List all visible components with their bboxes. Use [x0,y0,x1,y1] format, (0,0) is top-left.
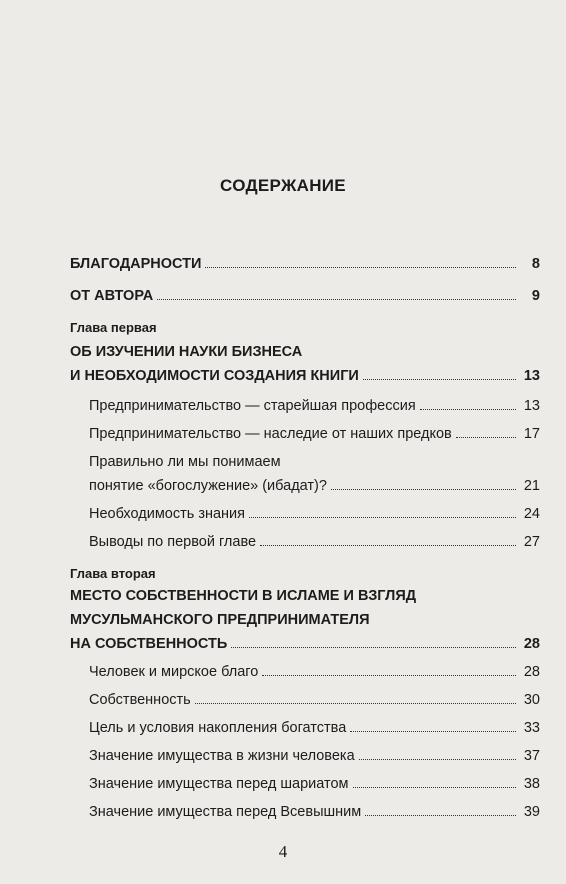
toc-page-number: 13 [523,368,540,384]
dot-leader [205,267,516,268]
toc-entry-ch2-s1 [89,664,540,680]
toc-entry-label: Цель и условия накопления богатства [89,720,347,736]
chapter-two-title-line1: МЕСТО СОБСТВЕННОСТИ В ИСЛАМЕ И ВЗГЛЯД [70,588,417,604]
toc-entry-ch1-s5 [89,534,540,550]
toc-entry-label: Значение имущества перед шариатом [89,776,349,792]
dot-leader [157,299,516,300]
dot-leader [350,731,516,732]
dot-leader [365,815,516,816]
toc-page-number: 21 [523,478,540,494]
toc-entry-ch1-s3 [89,478,540,494]
toc-page-number: 17 [523,426,540,442]
dot-leader [353,787,517,788]
toc-entry-ch1-s4 [89,506,540,522]
dot-leader [262,675,516,676]
toc-entry-ch2-s3 [89,720,540,736]
dot-leader [331,489,516,490]
toc-page-number: 9 [531,288,540,304]
toc-entry-label: Необходимость знания [89,506,246,522]
toc-page-number: 28 [523,636,540,652]
toc-entry-label: Предпринимательство — наследие от наших предков [89,426,452,442]
dot-leader [456,437,516,438]
dot-leader [420,409,516,410]
dot-leader [260,545,516,546]
toc-entry-label: БЛАГОДАРНОСТИ [70,256,202,272]
toc-entry-chapter-one [70,368,540,384]
toc-entry-ch2-s4 [89,748,540,764]
toc-entry-from-author [70,288,540,304]
toc-page-number: 38 [523,776,540,792]
toc-page-number: 37 [523,748,540,764]
toc-entry-label: Значение имущества перед Всевышним [89,804,362,820]
toc-page-number: 28 [523,664,540,680]
toc-entry-label: НА СОБСТВЕННОСТЬ [70,636,228,652]
toc-entry-ch1-s2 [89,426,540,442]
toc-entry-label: Человек и мирское благо [89,664,259,680]
dot-leader [195,703,516,704]
chapter-one-heading: Глава первая [70,320,157,335]
toc-entry-label: Значение имущества в жизни человека [89,748,355,764]
page-title: СОДЕРЖАНИЕ [220,176,346,195]
toc-entry-label: Предпринимательство — старейшая профессия [89,398,416,414]
toc-entry-ch2-s2 [89,692,540,708]
dot-leader [359,759,516,760]
toc-entry-label: понятие «богослужение» (ибадат)? [89,478,327,494]
toc-page-number: 8 [531,256,540,272]
toc-entry-ch2-s6 [89,804,540,820]
toc-entry-label: Выводы по первой главе [89,534,257,550]
toc-entry-ch1-s3-line1: Правильно ли мы понимаем [89,454,281,470]
page-number: 4 [278,842,288,861]
toc-entry-ch1-s1 [89,398,540,414]
toc-page-number: 27 [523,534,540,550]
toc-page-number: 13 [523,398,540,414]
dot-leader [249,517,516,518]
toc-page-number: 30 [523,692,540,708]
toc-page-number: 24 [523,506,540,522]
toc-entry-label: Собственность [89,692,191,708]
chapter-two-heading: Глава вторая [70,566,156,581]
toc-entry-ch2-s5 [89,776,540,792]
toc-page-number: 39 [523,804,540,820]
toc-entry-chapter-two [70,636,540,652]
chapter-one-title-line1: ОБ ИЗУЧЕНИИ НАУКИ БИЗНЕСА [70,344,303,360]
toc-entry-label: ОТ АВТОРА [70,288,154,304]
toc-entry-label: И НЕОБХОДИМОСТИ СОЗДАНИЯ КНИГИ [70,368,359,384]
dot-leader [363,379,516,380]
chapter-two-title-line2: МУСУЛЬМАНСКОГО ПРЕДПРИНИМАТЕЛЯ [70,612,370,628]
toc-page-number: 33 [523,720,540,736]
toc-entry-acknowledgements [70,256,540,272]
dot-leader [231,647,516,648]
